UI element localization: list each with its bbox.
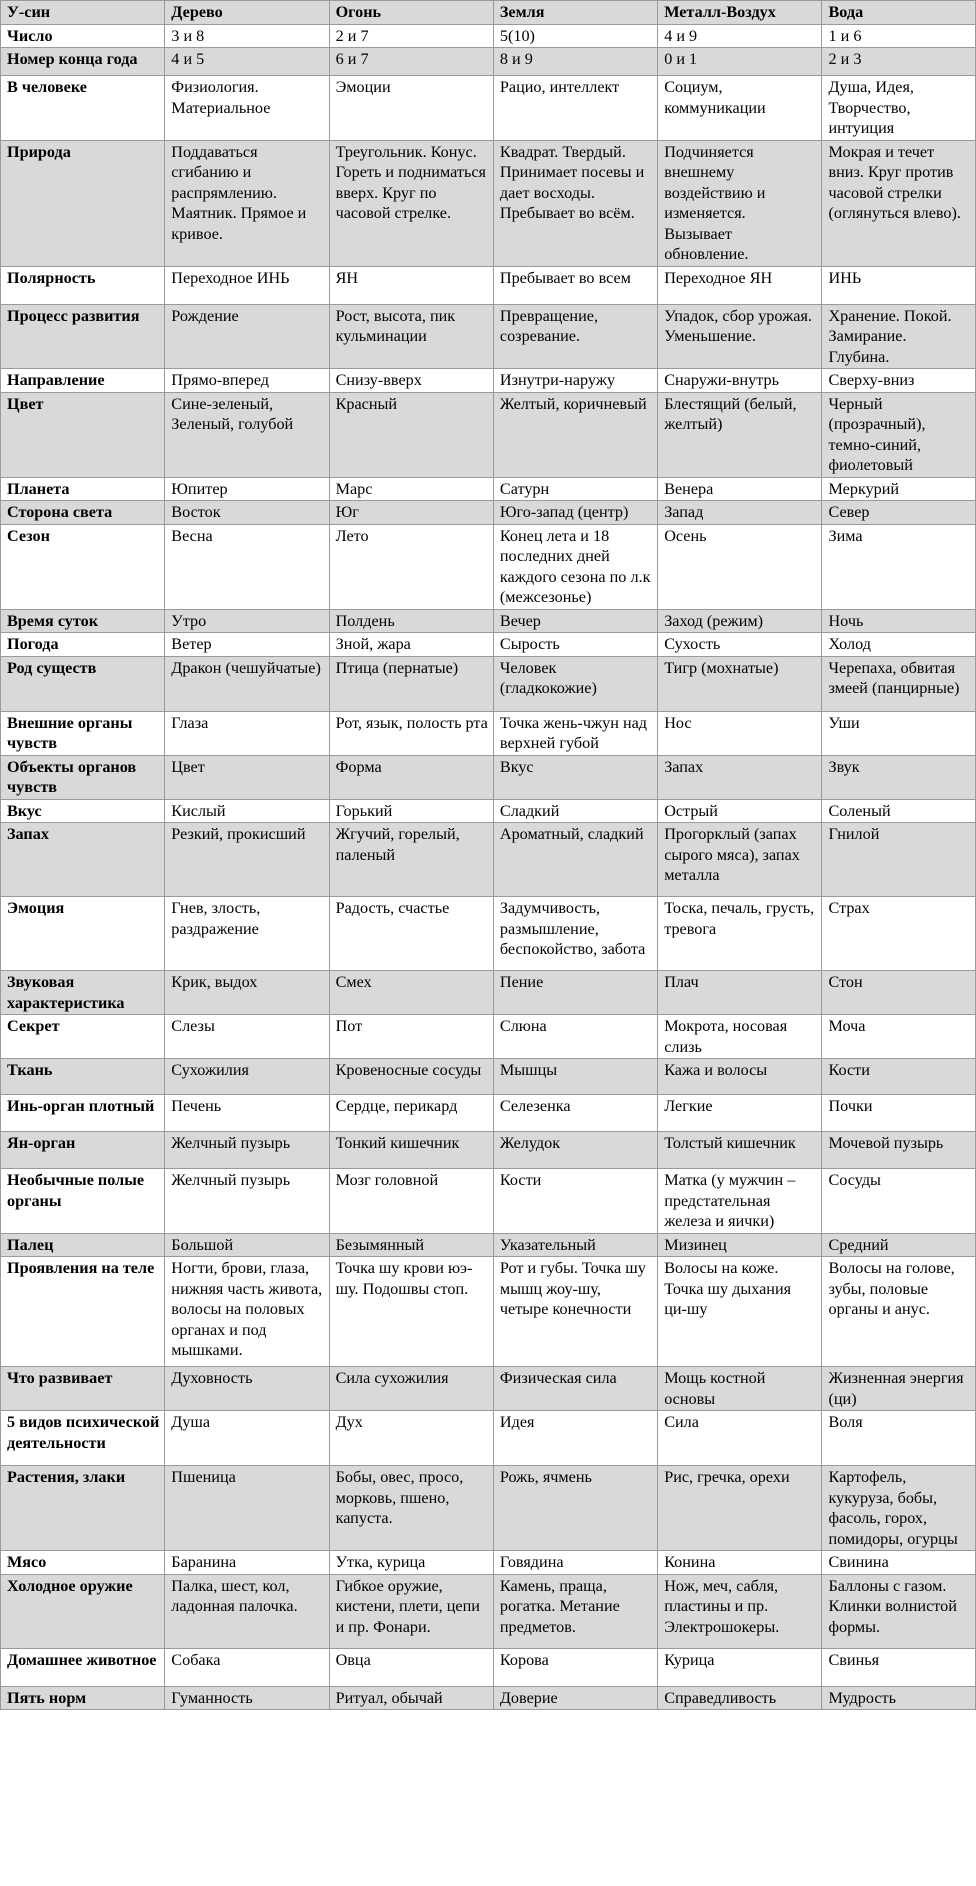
row-label: Запах: [1, 823, 165, 897]
row-label: Вкус: [1, 799, 165, 823]
table-cell: Вкус: [493, 755, 657, 799]
header-cell-water: Вода: [822, 1, 976, 25]
table-cell: Средний: [822, 1233, 976, 1257]
table-cell: Рот и губы. Точка шу мышц жоу-шу, четыре конечности: [493, 1257, 657, 1367]
table-row: [1, 1574, 976, 1648]
table-cell: Толстый кишечник: [658, 1132, 822, 1169]
table-cell: Сатурн: [493, 477, 657, 501]
table-cell: Квадрат. Твердый. Принимает посевы и дает восходы. Пребывает во всём.: [493, 140, 657, 266]
table-cell: Рождение: [165, 304, 329, 369]
table-cell: Тонкий кишечник: [329, 1132, 493, 1169]
row-label: Растения, злаки: [1, 1466, 165, 1551]
table-row: [1, 304, 976, 369]
row-label: Секрет: [1, 1015, 165, 1059]
table-cell: Резкий, прокисший: [165, 823, 329, 897]
table-cell: Плач: [658, 971, 822, 1015]
table-cell: Треугольник. Конус. Гореть и подниматься вверх. Круг по часовой стрелке.: [329, 140, 493, 266]
row-label: В человеке: [1, 76, 165, 141]
table-cell: Горький: [329, 799, 493, 823]
table-cell: Кровеносные сосуды: [329, 1059, 493, 1095]
table-cell: Мудрость: [822, 1686, 976, 1710]
table-row: [1, 823, 976, 897]
row-label: Номер конца года: [1, 48, 165, 76]
table-row: [1, 1015, 976, 1059]
table-cell: Красный: [329, 392, 493, 477]
table-row: [1, 1095, 976, 1132]
table-cell: Смех: [329, 971, 493, 1015]
row-label: Погода: [1, 633, 165, 657]
table-cell: Палка, шест, кол, ладонная палочка.: [165, 1574, 329, 1648]
table-cell: Ритуал, обычай: [329, 1686, 493, 1710]
table-cell: Радость, счастье: [329, 897, 493, 971]
table-cell: Упадок, сбор урожая. Уменьшение.: [658, 304, 822, 369]
table-cell: Запах: [658, 755, 822, 799]
table-cell: Свинина: [822, 1551, 976, 1575]
table-cell: ЯН: [329, 266, 493, 304]
table-cell: Венера: [658, 477, 822, 501]
table-cell: Ветер: [165, 633, 329, 657]
header-cell-fire: Огонь: [329, 1, 493, 25]
table-cell: Мокрая и течет вниз. Круг против часовой стрелки (оглянуться влево).: [822, 140, 976, 266]
table-cell: Снизу-вверх: [329, 369, 493, 393]
header-cell-label: У-син: [1, 1, 165, 25]
table-row: [1, 633, 976, 657]
row-label: Процесс развития: [1, 304, 165, 369]
table-cell: Ночь: [822, 609, 976, 633]
table-row: [1, 140, 976, 266]
row-label: Пять норм: [1, 1686, 165, 1710]
table-cell: Север: [822, 501, 976, 525]
table-cell: Идея: [493, 1411, 657, 1466]
table-cell: Тоска, печаль, грусть, тревога: [658, 897, 822, 971]
table-cell: Кажа и волосы: [658, 1059, 822, 1095]
table-cell: Нос: [658, 711, 822, 755]
table-cell: Корова: [493, 1648, 657, 1686]
table-cell: Уши: [822, 711, 976, 755]
table-cell: Зной, жара: [329, 633, 493, 657]
row-label: Палец: [1, 1233, 165, 1257]
table-cell: Холод: [822, 633, 976, 657]
table-row: [1, 1367, 976, 1411]
table-cell: Камень, праща, рогатка. Метание предметов.: [493, 1574, 657, 1648]
row-label: Что развивает: [1, 1367, 165, 1411]
table-cell: Гибкое оружие, кистени, плети, цепи и пр. Фонари.: [329, 1574, 493, 1648]
row-label: Планета: [1, 477, 165, 501]
table-cell: Душа: [165, 1411, 329, 1466]
row-label: Объекты органов чувств: [1, 755, 165, 799]
table-cell: 3 и 8: [165, 24, 329, 48]
table-row: [1, 1169, 976, 1234]
table-cell: Курица: [658, 1648, 822, 1686]
row-label: Полярность: [1, 266, 165, 304]
table-cell: Человек (гладкокожие): [493, 656, 657, 711]
row-label: Цвет: [1, 392, 165, 477]
table-cell: Волосы на голове, зубы, половые органы и анус.: [822, 1257, 976, 1367]
table-cell: Овца: [329, 1648, 493, 1686]
table-cell: Юго-запад (центр): [493, 501, 657, 525]
table-cell: Баллоны с газом. Клинки волнистой формы.: [822, 1574, 976, 1648]
table-cell: 1 и 6: [822, 24, 976, 48]
table-row: [1, 76, 976, 141]
table-body: [1, 1, 976, 1710]
row-label: Домашнее животное: [1, 1648, 165, 1686]
table-row: [1, 24, 976, 48]
table-row: [1, 524, 976, 609]
table-cell: Конина: [658, 1551, 822, 1575]
table-cell: Заход (режим): [658, 609, 822, 633]
table-cell: Блестящий (белый, желтый): [658, 392, 822, 477]
table-cell: Сухожилия: [165, 1059, 329, 1095]
table-cell: Сухость: [658, 633, 822, 657]
table-cell: Сосуды: [822, 1169, 976, 1234]
table-cell: Сила: [658, 1411, 822, 1466]
table-cell: Доверие: [493, 1686, 657, 1710]
table-cell: Вечер: [493, 609, 657, 633]
table-cell: Стон: [822, 971, 976, 1015]
table-cell: Форма: [329, 755, 493, 799]
table-cell: Нож, меч, сабля, пластины и пр. Электрошокеры.: [658, 1574, 822, 1648]
table-cell: Переходное ЯН: [658, 266, 822, 304]
row-label: Ян-орган: [1, 1132, 165, 1169]
table-cell: Дракон (чешуйчатые): [165, 656, 329, 711]
table-cell: Душа, Идея, Творчество, интуиция: [822, 76, 976, 141]
table-cell: Запад: [658, 501, 822, 525]
table-cell: Превращение, созревание.: [493, 304, 657, 369]
table-cell: Точка шу крови юэ-шу. Подошвы стоп.: [329, 1257, 493, 1367]
table-cell: Пение: [493, 971, 657, 1015]
row-label: Число: [1, 24, 165, 48]
table-cell: Страх: [822, 897, 976, 971]
table-cell: Мизинец: [658, 1233, 822, 1257]
row-label: Род существ: [1, 656, 165, 711]
table-cell: Глаза: [165, 711, 329, 755]
table-cell: Воля: [822, 1411, 976, 1466]
table-cell: Моча: [822, 1015, 976, 1059]
table-cell: Сверху-вниз: [822, 369, 976, 393]
table-row: [1, 48, 976, 76]
table-cell: Рост, высота, пик кульминации: [329, 304, 493, 369]
table-cell: Мощь костной основы: [658, 1367, 822, 1411]
table-cell: Картофель, кукуруза, бобы, фасоль, горох, помидоры, огурцы: [822, 1466, 976, 1551]
row-label: Ткань: [1, 1059, 165, 1095]
table-cell: Восток: [165, 501, 329, 525]
row-label: Холодное оружие: [1, 1574, 165, 1648]
table-cell: 2 и 7: [329, 24, 493, 48]
table-cell: Желтый, коричневый: [493, 392, 657, 477]
row-label: Время суток: [1, 609, 165, 633]
table-cell: 6 и 7: [329, 48, 493, 76]
table-row: [1, 1059, 976, 1095]
table-cell: Селезенка: [493, 1095, 657, 1132]
table-cell: Утро: [165, 609, 329, 633]
table-cell: Рис, гречка, орехи: [658, 1466, 822, 1551]
table-cell: 4 и 5: [165, 48, 329, 76]
table-cell: Точка жень-чжун над верхней губой: [493, 711, 657, 755]
table-cell: Сердце, перикард: [329, 1095, 493, 1132]
table-cell: Юг: [329, 501, 493, 525]
row-label: 5 видов психической деятельности: [1, 1411, 165, 1466]
table-cell: Полдень: [329, 609, 493, 633]
table-cell: Мочевой пузырь: [822, 1132, 976, 1169]
table-cell: Физиология. Материальное: [165, 76, 329, 141]
table-cell: Мокрота, носовая слизь: [658, 1015, 822, 1059]
table-cell: Собака: [165, 1648, 329, 1686]
table-cell: Поддаваться сгибанию и распрямлению. Маятник. Прямое и кривое.: [165, 140, 329, 266]
table-cell: Кости: [493, 1169, 657, 1234]
table-cell: Почки: [822, 1095, 976, 1132]
table-cell: Мышцы: [493, 1059, 657, 1095]
table-cell: Изнутри-наружу: [493, 369, 657, 393]
row-label: Сезон: [1, 524, 165, 609]
table-cell: Черепаха, обвитая змеей (панцирные): [822, 656, 976, 711]
table-row: [1, 477, 976, 501]
table-cell: Кислый: [165, 799, 329, 823]
table-cell: Звук: [822, 755, 976, 799]
table-cell: Конец лета и 18 последних дней каждого сезона по л.к (межсезонье): [493, 524, 657, 609]
table-row: [1, 711, 976, 755]
table-cell: Бобы, овес, просо, морковь, пшено, капуста.: [329, 1466, 493, 1551]
row-label: Звуковая характеристика: [1, 971, 165, 1015]
table-cell: Волосы на коже. Точка шу дыхания ци-шу: [658, 1257, 822, 1367]
table-cell: Кости: [822, 1059, 976, 1095]
table-cell: Ногти, брови, глаза, нижняя часть живота, волосы на половых органах и под мышками.: [165, 1257, 329, 1367]
table-cell: Безымянный: [329, 1233, 493, 1257]
table-cell: 4 и 9: [658, 24, 822, 48]
table-cell: Гуманность: [165, 1686, 329, 1710]
table-row: [1, 501, 976, 525]
row-label: Мясо: [1, 1551, 165, 1575]
table-row: [1, 897, 976, 971]
table-cell: Снаружи-внутрь: [658, 369, 822, 393]
table-cell: Ароматный, сладкий: [493, 823, 657, 897]
table-cell: Птица (пернатые): [329, 656, 493, 711]
table-cell: Задумчивость, размышление, беспокойство, забота: [493, 897, 657, 971]
row-label: Проявления на теле: [1, 1257, 165, 1367]
table-cell: Баранина: [165, 1551, 329, 1575]
table-cell: 8 и 9: [493, 48, 657, 76]
table-cell: Зима: [822, 524, 976, 609]
table-cell: Эмоции: [329, 76, 493, 141]
table-cell: Слюна: [493, 1015, 657, 1059]
table-cell: Марс: [329, 477, 493, 501]
table-cell: Прогорклый (запах сырого мяса), запах металла: [658, 823, 822, 897]
table-cell: Острый: [658, 799, 822, 823]
table-cell: Жизненная энергия (ци): [822, 1367, 976, 1411]
table-row: [1, 609, 976, 633]
table-row: [1, 392, 976, 477]
table-cell: Говядина: [493, 1551, 657, 1575]
table-row: [1, 1257, 976, 1367]
row-label: Необычные полые органы: [1, 1169, 165, 1234]
table-cell: Свинья: [822, 1648, 976, 1686]
table-cell: Цвет: [165, 755, 329, 799]
table-cell: Переходное ИНЬ: [165, 266, 329, 304]
table-cell: Черный (прозрачный), темно-синий, фиолетовый: [822, 392, 976, 477]
header-cell-earth: Земля: [493, 1, 657, 25]
table-row: [1, 1551, 976, 1575]
table-cell: Желудок: [493, 1132, 657, 1169]
row-label: Сторона света: [1, 501, 165, 525]
table-cell: 2 и 3: [822, 48, 976, 76]
table-cell: Прямо-вперед: [165, 369, 329, 393]
row-label: Природа: [1, 140, 165, 266]
table-cell: Гнилой: [822, 823, 976, 897]
table-cell: Пот: [329, 1015, 493, 1059]
table-cell: Подчиняется внешнему воздействию и изменяется. Вызывает обновление.: [658, 140, 822, 266]
table-cell: Рот, язык, полость рта: [329, 711, 493, 755]
table-cell: Сырость: [493, 633, 657, 657]
row-label: Эмоция: [1, 897, 165, 971]
table-cell: Хранение. Покой. Замирание. Глубина.: [822, 304, 976, 369]
table-cell: Легкие: [658, 1095, 822, 1132]
table-cell: Сладкий: [493, 799, 657, 823]
table-cell: Сине-зеленый, Зеленый, голубой: [165, 392, 329, 477]
table-cell: Весна: [165, 524, 329, 609]
table-cell: Матка (у мужчин – предстательная железа и яички): [658, 1169, 822, 1234]
table-cell: Крик, выдох: [165, 971, 329, 1015]
table-row: [1, 1132, 976, 1169]
table-cell: Желчный пузырь: [165, 1169, 329, 1234]
table-cell: Желчный пузырь: [165, 1132, 329, 1169]
header-cell-metal: Металл-Воздух: [658, 1, 822, 25]
table-cell: Осень: [658, 524, 822, 609]
table-cell: Духовность: [165, 1367, 329, 1411]
table-cell: Пребывает во всем: [493, 266, 657, 304]
table-cell: Меркурий: [822, 477, 976, 501]
table-cell: ИНЬ: [822, 266, 976, 304]
table-cell: Сила сухожилия: [329, 1367, 493, 1411]
table-cell: Соленый: [822, 799, 976, 823]
table-cell: Лето: [329, 524, 493, 609]
table-row: [1, 971, 976, 1015]
table-cell: Утка, курица: [329, 1551, 493, 1575]
table-cell: Рацио, интеллект: [493, 76, 657, 141]
header-cell-wood: Дерево: [165, 1, 329, 25]
table-row: [1, 656, 976, 711]
table-cell: 5(10): [493, 24, 657, 48]
table-cell: Пшеница: [165, 1466, 329, 1551]
table-cell: Справедливость: [658, 1686, 822, 1710]
table-row: [1, 1648, 976, 1686]
table-cell: Тигр (мохнатые): [658, 656, 822, 711]
row-label: Внешние органы чувств: [1, 711, 165, 755]
table-cell: Рожь, ячмень: [493, 1466, 657, 1551]
table-cell: Юпитер: [165, 477, 329, 501]
table-row: [1, 755, 976, 799]
table-cell: Печень: [165, 1095, 329, 1132]
table-row: [1, 799, 976, 823]
table-cell: Жгучий, горелый, паленый: [329, 823, 493, 897]
table-cell: Физическая сила: [493, 1367, 657, 1411]
table-cell: Гнев, злость, раздражение: [165, 897, 329, 971]
table-cell: Слезы: [165, 1015, 329, 1059]
table-cell: Дух: [329, 1411, 493, 1466]
table-cell: 0 и 1: [658, 48, 822, 76]
table-row: [1, 369, 976, 393]
table-cell: Социум, коммуникации: [658, 76, 822, 141]
table-cell: Большой: [165, 1233, 329, 1257]
table-row: [1, 1686, 976, 1710]
row-label: Направление: [1, 369, 165, 393]
table-row: [1, 266, 976, 304]
header-row: [1, 1, 976, 25]
table-row: [1, 1233, 976, 1257]
table-row: [1, 1466, 976, 1551]
row-label: Инь-орган плотный: [1, 1095, 165, 1132]
table-cell: Указательный: [493, 1233, 657, 1257]
table-cell: Мозг головной: [329, 1169, 493, 1234]
table-row: [1, 1411, 976, 1466]
